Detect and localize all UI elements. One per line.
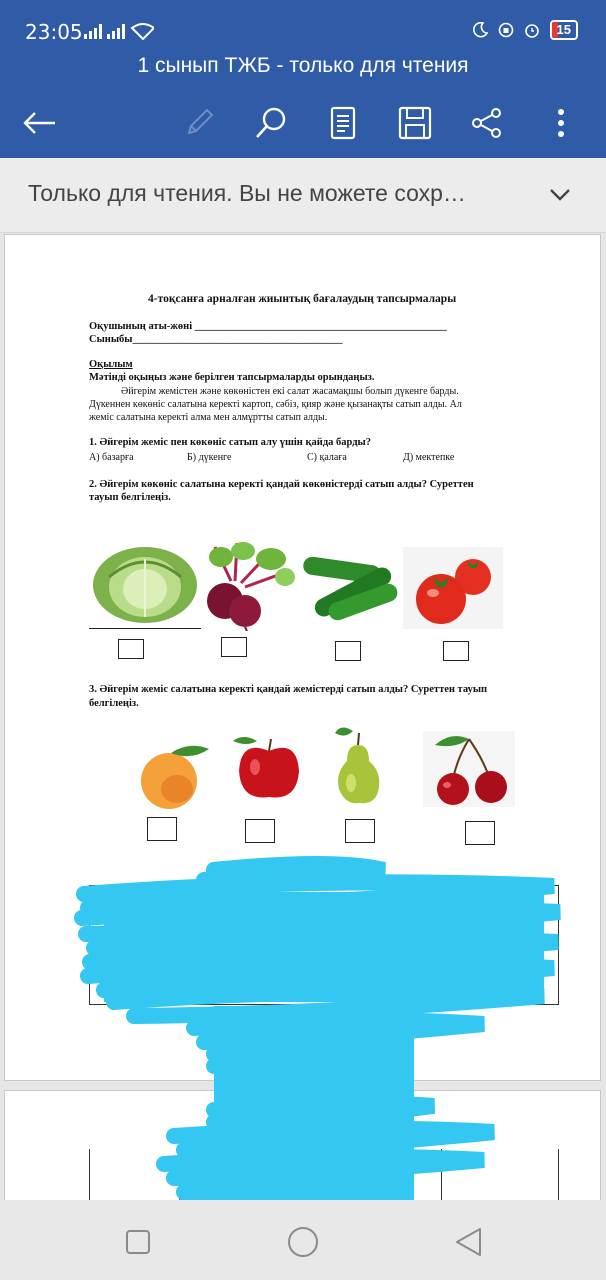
document-heading: 4-тоқсанға арналған жиынтық бағалаудың тапсырмалары [148,293,457,305]
back-triangle-icon[interactable] [446,1220,490,1264]
read-only-banner[interactable] [0,158,606,233]
checkbox-apple[interactable] [245,819,275,843]
checkbox-tomato[interactable] [443,641,469,661]
recents-square-icon[interactable] [116,1220,160,1264]
chevron-down-icon[interactable] [540,178,580,212]
q1-option-b: Б) дүкенге [187,452,232,463]
cabbage-image [89,537,201,627]
share-icon[interactable] [464,100,510,146]
checkbox-beetroot[interactable] [221,637,247,657]
student-name-line: Оқушының аты-жөні ________________________________________________ [89,321,447,332]
cherry-image [423,731,515,807]
battery-indicator: 15 [550,20,578,40]
cucumber-image [297,553,401,623]
status-time: 23:05 [25,20,83,44]
pear-image [331,727,385,807]
reading-view-icon[interactable] [320,100,366,146]
paragraph-line: Әйгерім жемістен және көкөністен екі салат жасамақшы болып дүкенге барды. [121,386,459,397]
signal-icons [84,22,154,45]
moon-icon [472,22,488,38]
underline [89,628,201,629]
home-circle-icon[interactable] [281,1220,325,1264]
beetroot-image [201,541,296,631]
question-3: 3. Әйгерім жеміс салатына керекті қандай жемістерді сатып алды? Суреттен тауып [89,684,488,695]
status-bar [0,0,606,48]
checkbox-pear[interactable] [345,819,375,843]
question-2-cont: тауып белгілеңіз. [89,492,171,503]
paragraph-line: жеміс салатына керекті алма мен алмұртты сатып алды. [89,412,328,423]
apricot-image [133,739,213,811]
alarm-icon [524,22,540,38]
checkbox-apricot[interactable] [147,817,177,841]
read-only-notice-text: Только для чтения. Вы не можете сохр… [28,180,466,206]
tomato-image [403,547,503,629]
back-arrow-icon[interactable] [16,100,62,146]
status-right-group [472,20,578,40]
paragraph-line: Дүкеннен көкөніс салатына керекті картоп, сәбіз, қияр және қызанақты сатып алды. Ал [89,399,462,410]
data-saver-icon [498,22,514,38]
search-icon[interactable] [248,100,294,146]
instruction-text: Мәтінді оқыңыз және берілген тапсырмаларды орындаңыз. [89,372,375,383]
q1-option-a: А) базарға [89,452,134,463]
pencil-icon[interactable] [176,100,222,146]
class-line: Сыныбы________________________________________ [89,334,343,345]
question-2: 2. Әйгерім көкөніс салатына керекті қандай көкөністерді сатып алды? Суреттен [89,479,474,490]
checkbox-cucumber[interactable] [335,641,361,661]
q1-option-c: С) қалаға [307,452,347,463]
system-nav-bar [0,1200,606,1280]
more-options-icon[interactable] [538,100,584,146]
toolbar [0,88,606,158]
section-title: Оқылым [89,359,133,370]
scribble-redaction [74,856,572,1230]
checkbox-cherry[interactable] [465,821,495,845]
question-3-cont: белгілеңіз. [89,698,139,709]
document-title: 1 сынып ТЖБ - только для чтения [0,48,606,88]
q1-option-d: Д) мектепке [403,452,455,463]
apple-image [233,735,305,803]
question-1: 1. Әйгерім жеміс пен көкөніс сатып алу үшін қайда барды? [89,437,371,448]
save-icon[interactable] [392,100,438,146]
checkbox-cabbage[interactable] [118,639,144,659]
